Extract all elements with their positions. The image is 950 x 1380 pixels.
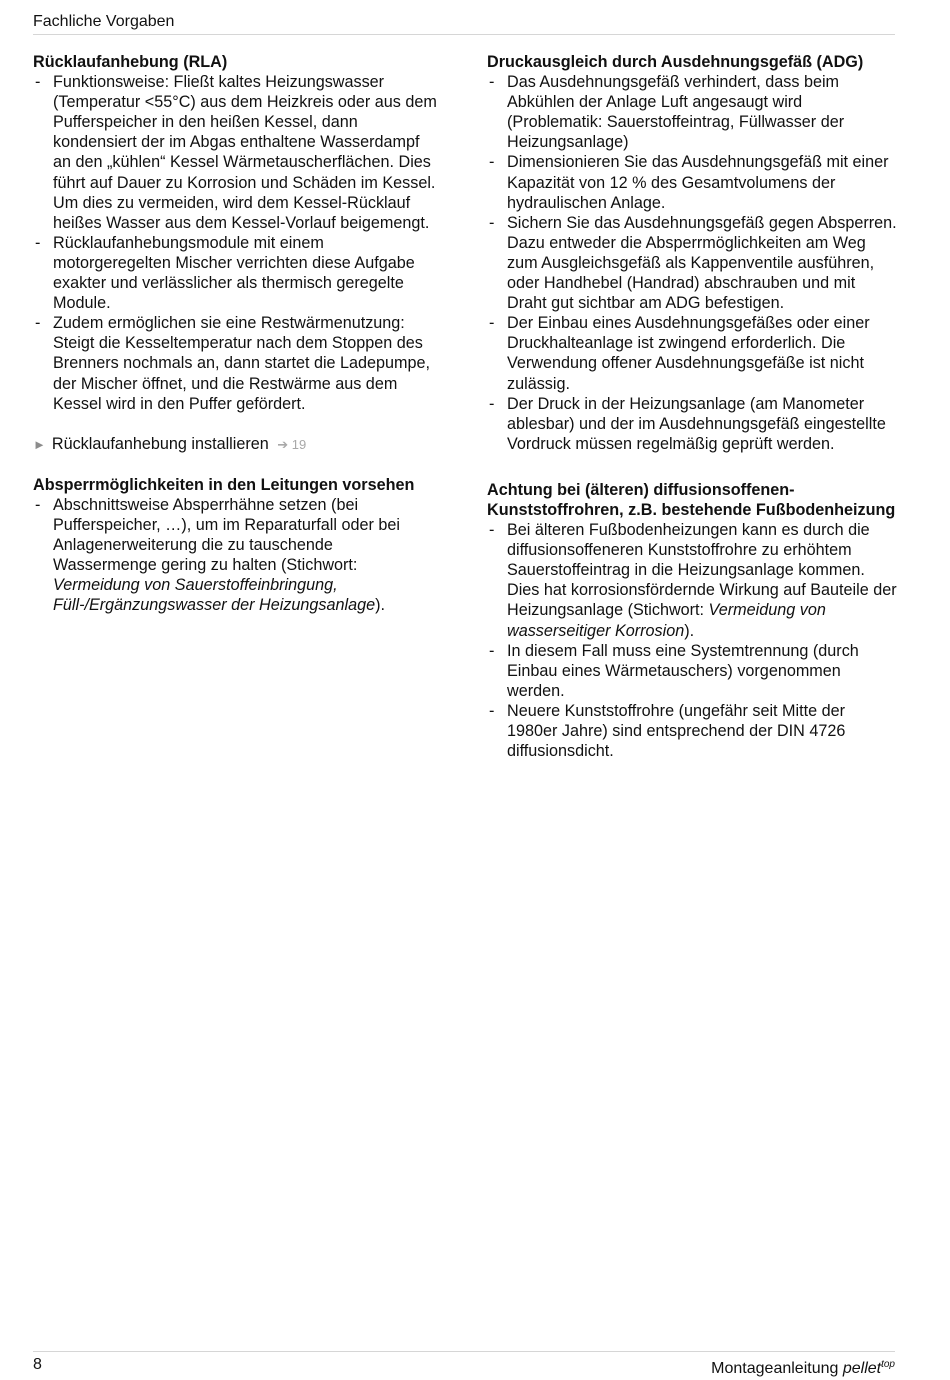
list-item: - Das Ausdehnungsgefäß verhindert, dass beim Abkühlen der Anlage Luft angesaugt wird (Problematik: Sauerstoffeintrag, Füllwasser der Heizungsanlage) — [487, 72, 899, 152]
page-reference-number: 19 — [291, 436, 307, 452]
section-heading: Druckausgleich durch Ausdehnungsgefäß (ADG) — [487, 53, 864, 71]
list-item: - Zudem ermöglichen sie eine Restwärmenutzung: Steigt die Kesseltemperatur nach dem Stoppen des Brenners nochmals an, dann startet die Ladepumpe, der Mischer öffnet, und die Restwärme aus dem Kessel wird in den Puffer gefördert. — [33, 313, 441, 413]
item-text-end: ). — [375, 596, 386, 615]
item-emphasis: Vermeidung von wasserseitiger Korrosion — [507, 601, 826, 640]
item-text: Bei älteren Fußbodenheizungen kann es durch die diffusionsoffeneren Kunststoffrohre zu erhöhtem Sauerstoffeintrag in die Heizungsanlage kommen. Dies hat korrosionsfördernde Wirkung auf Bauteile der Heizungsanlage (Stichwort: — [507, 521, 897, 620]
install-link[interactable] — [33, 434, 441, 455]
bullet-list — [33, 72, 441, 414]
right-column — [487, 52, 899, 781]
list-item: - Funktionsweise: Fließt kaltes Heizungswasser (Temperatur <55°C) aus dem Heizkreis oder aus dem Pufferspeicher in den heißen Kessel, dann kondensiert der im Abgas enthaltene Wasserdampf an den „kühlen“ Kessel Wärmetauscherflächen. Dies führt auf Dauer zu Korrosion und Schäden im Kessel. Um dies zu vermeiden, wird dem Kessel-Rücklauf heißes Wasser aus dem Kessel-Vorlauf beigemengt. — [33, 72, 441, 233]
list-item: - Rücklaufanhebungsmodule mit einem motorgeregelten Mischer verrichten diese Aufgabe exakter und verlässlicher als thermisch geregelte Module. — [33, 233, 441, 313]
item-text-end: ). — [684, 621, 695, 640]
section-heading: Rücklaufanhebung (RLA) — [33, 53, 228, 71]
page-reference[interactable] — [277, 437, 306, 452]
section-ruecklaufanhebung — [33, 52, 441, 414]
list-item: - Dimensionieren Sie das Ausdehnungsgefäß mit einer Kapazität von 12 % des Gesamtvolumens der hydraulischen Anlage. — [487, 152, 899, 212]
install-link-text[interactable]: Rücklaufanhebung installieren — [51, 434, 269, 453]
bullet-list — [33, 495, 441, 616]
item-emphasis: Vermeidung von Sauerstoffeinbringung, Füll-/Ergänzungswasser der Heizungsanlage — [53, 576, 376, 615]
header-title: Fachliche Vorgaben — [33, 13, 175, 30]
list-item: - Der Druck in der Heizungsanlage (am Manometer ablesbar) und der im Ausdehnungsgefäß eingestellte Vordruck müssen regelmäßig geprüft werden. — [487, 394, 899, 454]
doc-title-text: Montageanleitung — [711, 1360, 839, 1377]
bullet-list — [487, 72, 899, 454]
arrow-right-icon: ➔ — [277, 436, 289, 452]
page-number: 8 — [33, 1356, 42, 1373]
page-header — [33, 12, 895, 35]
list-item: - In diesem Fall muss eine Systemtrennung (durch Einbau eines Wärmetauschers) vorgenommen werden. — [487, 641, 899, 701]
list-item: - Sichern Sie das Ausdehnungsgefäß gegen Absperren. Dazu entweder die Absperrmöglichkeiten am Weg zum Ausgleichsgefäß als Kappenventile ausführen, oder Handhebel (Handrad) abschrauben und mit Draht gut sichtbar am ADG befestigen. — [487, 213, 899, 313]
section-heading: Absperrmöglichkeiten in den Leitungen vorsehen — [33, 475, 415, 494]
product-superscript: top — [881, 1359, 895, 1370]
triangle-right-icon: ► — [33, 436, 46, 452]
list-item — [33, 495, 441, 616]
list-item: - Der Einbau eines Ausdehnungsgefäßes oder einer Druckhalteanlage ist zwingend erforderlich. Die Verwendung offener Ausdehnungsgefäße ist nicht zulässig. — [487, 313, 899, 393]
footer-doc-title — [711, 1354, 895, 1380]
list-item — [487, 520, 899, 641]
section-heading: Achtung bei (älteren) diffusionsoffenen-Kunststoffrohren, z.B. bestehende Fußbodenheizung — [487, 480, 896, 519]
page-footer — [33, 1351, 895, 1377]
item-text: Abschnittsweise Absperrhähne setzen (bei Pufferspeicher, …), um im Reparaturfall oder bei Anlagenerweiterung die zu tauschende Wassermenge gering zu halten (Stichwort: — [53, 495, 400, 575]
section-druckausgleich — [487, 52, 899, 454]
left-column — [33, 52, 441, 635]
bullet-list — [487, 520, 899, 761]
list-item: - Neuere Kunststoffrohre (ungefähr seit Mitte der 1980er Jahre) sind entsprechend der DIN 4726 diffusionsdicht. — [487, 701, 899, 761]
section-diffusionsoffene-rohre — [487, 480, 899, 761]
product-name: pellet — [842, 1360, 882, 1377]
section-absperrmoeglichkeiten — [33, 475, 441, 616]
